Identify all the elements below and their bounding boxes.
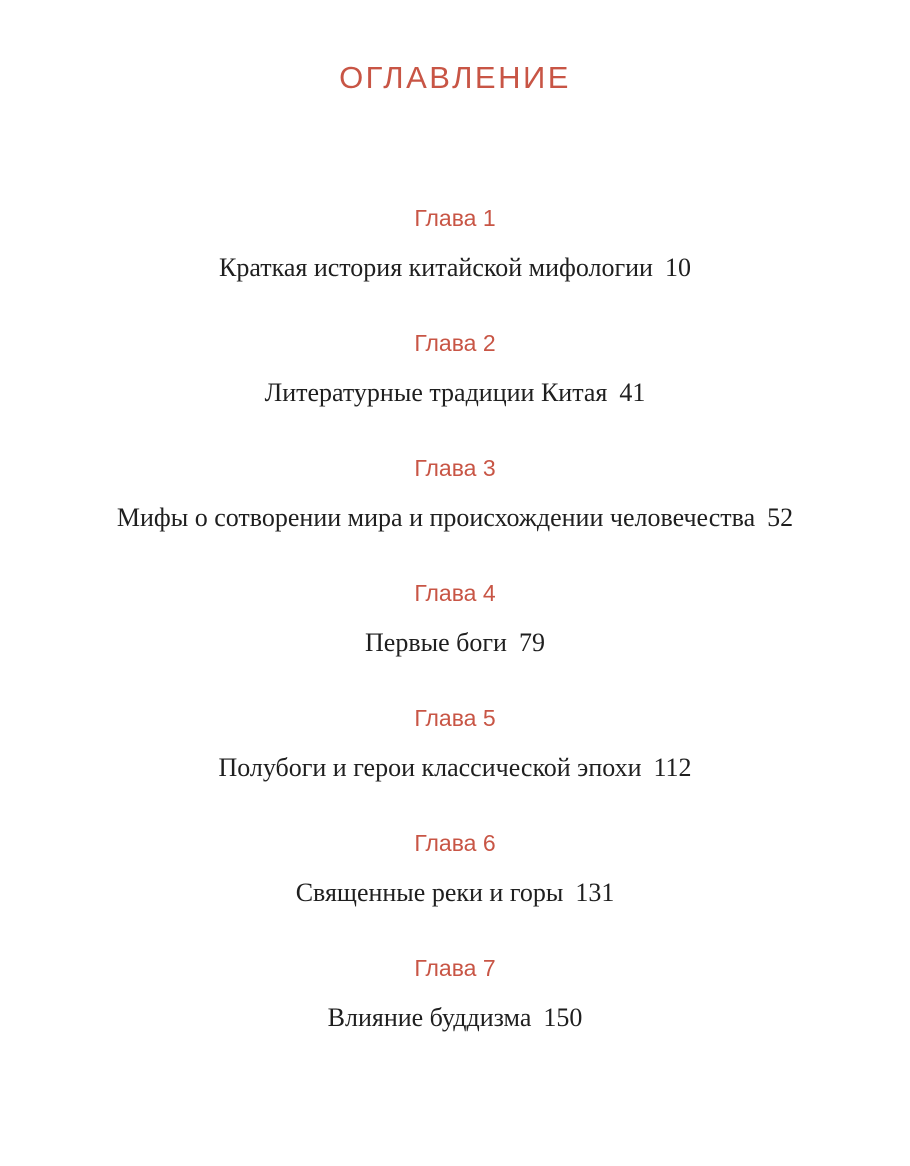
chapter-label: Глава 4 [414,580,496,606]
chapter-title: Полубоги и герои классической эпохи [218,753,642,782]
chapter-line [0,375,910,415]
chapter-page-number: 52 [767,503,794,532]
toc-entry-2 [0,325,910,450]
toc-entry-3 [0,450,910,575]
chapter-line [0,250,910,290]
chapter-title: Священные реки и горы [295,878,564,907]
chapter-title: Влияние буддизма [327,1003,532,1032]
chapter-title: Краткая история китайской мифологии [219,253,653,282]
chapter-page-number: 10 [664,253,691,282]
chapter-label: Глава 5 [414,705,496,731]
chapter-page-number: 131 [575,878,615,907]
toc-entry-4 [0,575,910,700]
chapter-label: Глава 2 [414,330,496,356]
chapter-line [0,625,910,665]
chapter-label: Глава 3 [414,455,496,481]
toc-entry-7 [0,950,910,1075]
chapter-label: Глава 1 [414,205,496,231]
chapter-line [0,500,910,540]
toc-title: ОГЛАВЛЕНИЕ [339,60,571,95]
chapter-label: Глава 7 [414,955,496,981]
toc-entry-5 [0,700,910,825]
chapter-title: Литературные традиции Китая [264,378,608,407]
chapter-label: Глава 6 [414,830,496,856]
chapter-title: Мифы о сотворении мира и происхождении человечества [116,503,756,532]
chapter-page-number: 112 [653,753,692,782]
chapter-page-number: 41 [619,378,646,407]
chapter-page-number: 79 [518,628,545,657]
chapter-line [0,1000,910,1040]
toc-entry-1 [0,200,910,325]
toc-list [0,200,910,1075]
chapter-line [0,750,910,790]
chapter-line [0,875,910,915]
toc-entry-6 [0,825,910,950]
chapter-page-number: 150 [543,1003,583,1032]
chapter-title: Первые боги [365,628,507,657]
